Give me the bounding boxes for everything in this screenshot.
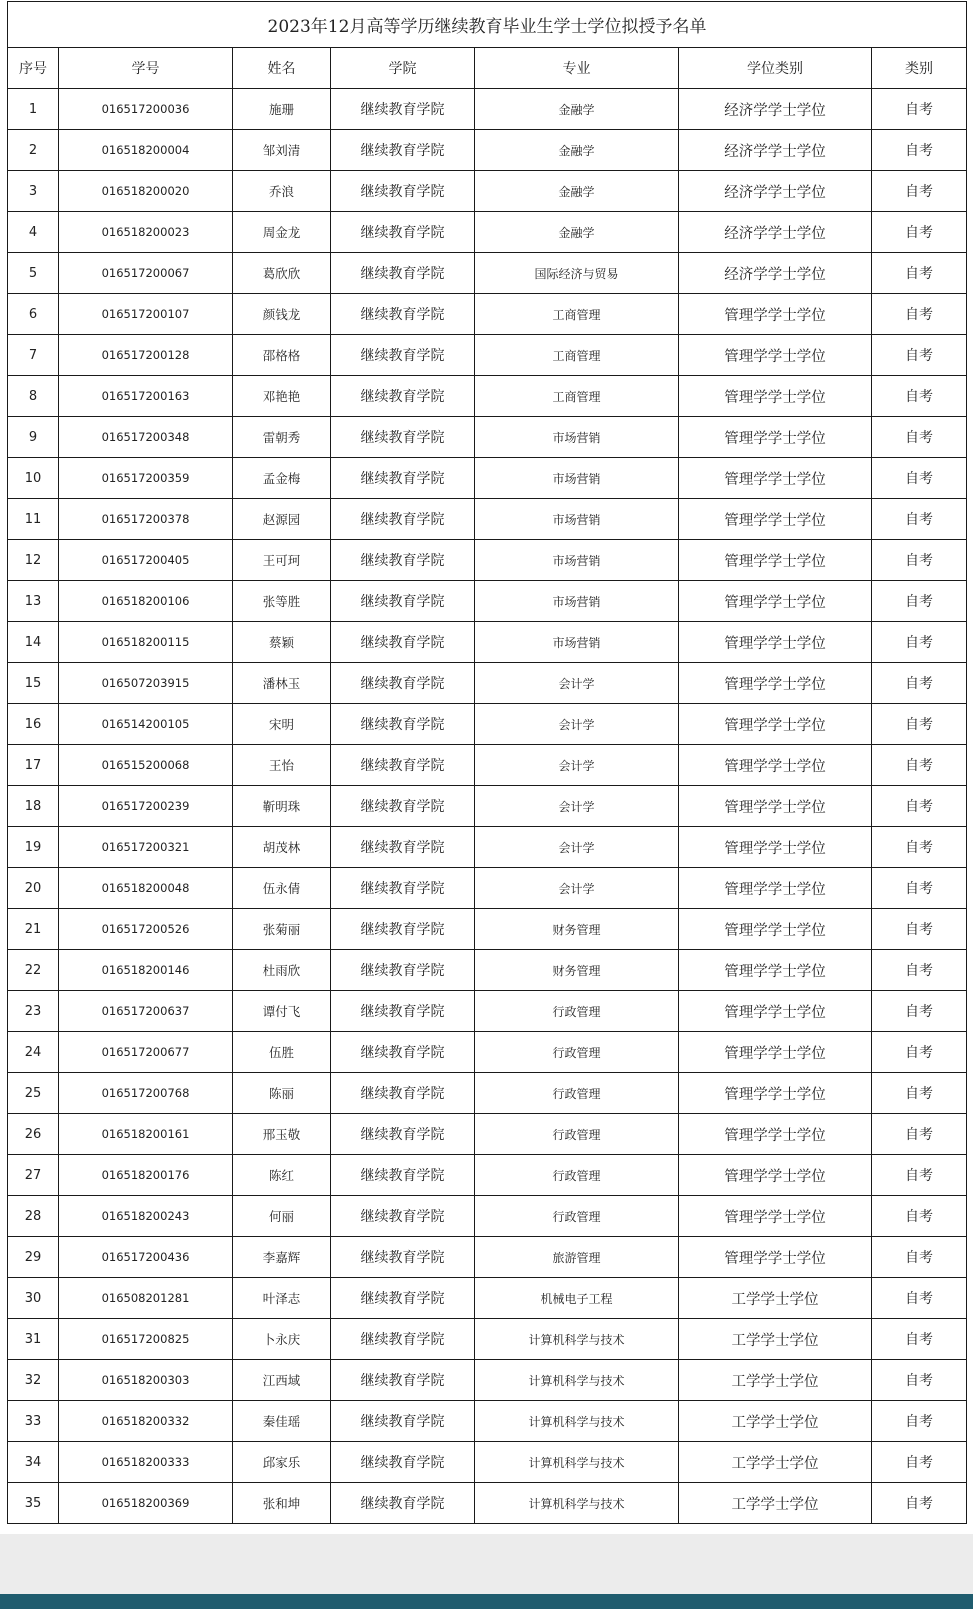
cell-major: 计算机科学与技术: [475, 1319, 679, 1360]
cell-name: 伍胜: [233, 1032, 331, 1073]
cell-name: 卜永庆: [233, 1319, 331, 1360]
cell-student-id: 016518200161: [59, 1114, 233, 1155]
cell-degree: 管理学学士学位: [679, 1196, 872, 1237]
cell-student-id: 016518200115: [59, 622, 233, 663]
cell-category: 自考: [872, 622, 967, 663]
cell-major: 国际经济与贸易: [475, 253, 679, 294]
cell-major: 市场营销: [475, 417, 679, 458]
cell-degree: 管理学学士学位: [679, 458, 872, 499]
cell-category: 自考: [872, 540, 967, 581]
cell-student-id: 016517200825: [59, 1319, 233, 1360]
cell-major: 会计学: [475, 786, 679, 827]
cell-degree: 经济学学士学位: [679, 212, 872, 253]
cell-no: 25: [8, 1073, 59, 1114]
cell-college: 继续教育学院: [331, 1237, 475, 1278]
cell-student-id: 016518200176: [59, 1155, 233, 1196]
cell-no: 2: [8, 130, 59, 171]
cell-student-id: 016518200146: [59, 950, 233, 991]
cell-category: 自考: [872, 745, 967, 786]
table-row: [8, 376, 967, 417]
cell-category: 自考: [872, 786, 967, 827]
table-row: [8, 991, 967, 1032]
cell-no: 34: [8, 1442, 59, 1483]
cell-college: 继续教育学院: [331, 991, 475, 1032]
cell-category: 自考: [872, 458, 967, 499]
cell-major: 计算机科学与技术: [475, 1401, 679, 1442]
cell-name: 伍永倩: [233, 868, 331, 909]
cell-student-id: 016518200020: [59, 171, 233, 212]
cell-major: 金融学: [475, 89, 679, 130]
cell-category: 自考: [872, 1114, 967, 1155]
cell-no: 30: [8, 1278, 59, 1319]
cell-student-id: 016517200677: [59, 1032, 233, 1073]
cell-major: 工商管理: [475, 335, 679, 376]
cell-college: 继续教育学院: [331, 376, 475, 417]
cell-student-id: 016517200378: [59, 499, 233, 540]
table-row: [8, 253, 967, 294]
header-student-id: 学号: [59, 48, 233, 89]
cell-major: 行政管理: [475, 1114, 679, 1155]
cell-no: 20: [8, 868, 59, 909]
cell-major: 金融学: [475, 130, 679, 171]
cell-name: 邹刘清: [233, 130, 331, 171]
table-row: [8, 540, 967, 581]
header-name: 姓名: [233, 48, 331, 89]
cell-student-id: 016514200105: [59, 704, 233, 745]
cell-college: 继续教育学院: [331, 417, 475, 458]
cell-college: 继续教育学院: [331, 1442, 475, 1483]
cell-college: 继续教育学院: [331, 1483, 475, 1524]
cell-name: 张等胜: [233, 581, 331, 622]
cell-degree: 工学学士学位: [679, 1401, 872, 1442]
cell-category: 自考: [872, 1360, 967, 1401]
cell-degree: 管理学学士学位: [679, 376, 872, 417]
table-row: [8, 745, 967, 786]
cell-degree: 管理学学士学位: [679, 1114, 872, 1155]
cell-college: 继续教育学院: [331, 212, 475, 253]
cell-name: 张和坤: [233, 1483, 331, 1524]
cell-college: 继续教育学院: [331, 1319, 475, 1360]
cell-degree: 工学学士学位: [679, 1278, 872, 1319]
cell-category: 自考: [872, 868, 967, 909]
table-row: [8, 1483, 967, 1524]
cell-category: 自考: [872, 1442, 967, 1483]
table-row: [8, 581, 967, 622]
cell-student-id: 016517200405: [59, 540, 233, 581]
table-row: [8, 171, 967, 212]
cell-degree: 管理学学士学位: [679, 909, 872, 950]
cell-no: 8: [8, 376, 59, 417]
cell-name: 胡茂林: [233, 827, 331, 868]
cell-name: 陈丽: [233, 1073, 331, 1114]
table-title: 2023年12月高等学历继续教育毕业生学士学位拟授予名单: [8, 2, 967, 48]
cell-no: 1: [8, 89, 59, 130]
cell-major: 计算机科学与技术: [475, 1483, 679, 1524]
cell-category: 自考: [872, 130, 967, 171]
cell-no: 6: [8, 294, 59, 335]
cell-student-id: 016518200303: [59, 1360, 233, 1401]
cell-no: 3: [8, 171, 59, 212]
cell-degree: 管理学学士学位: [679, 581, 872, 622]
title-row: [8, 2, 967, 48]
cell-category: 自考: [872, 171, 967, 212]
cell-category: 自考: [872, 294, 967, 335]
cell-college: 继续教育学院: [331, 171, 475, 212]
cell-category: 自考: [872, 1237, 967, 1278]
cell-no: 15: [8, 663, 59, 704]
cell-college: 继续教育学院: [331, 663, 475, 704]
cell-college: 继续教育学院: [331, 1278, 475, 1319]
cell-category: 自考: [872, 1032, 967, 1073]
cell-name: 李嘉辉: [233, 1237, 331, 1278]
cell-no: 35: [8, 1483, 59, 1524]
cell-degree: 管理学学士学位: [679, 663, 872, 704]
cell-name: 张菊丽: [233, 909, 331, 950]
cell-student-id: 016517200637: [59, 991, 233, 1032]
cell-major: 会计学: [475, 827, 679, 868]
cell-college: 继续教育学院: [331, 909, 475, 950]
cell-no: 12: [8, 540, 59, 581]
cell-category: 自考: [872, 335, 967, 376]
cell-name: 邵格格: [233, 335, 331, 376]
cell-student-id: 016518200243: [59, 1196, 233, 1237]
cell-no: 24: [8, 1032, 59, 1073]
cell-student-id: 016517200436: [59, 1237, 233, 1278]
cell-no: 19: [8, 827, 59, 868]
table-row: [8, 663, 967, 704]
cell-category: 自考: [872, 212, 967, 253]
cell-student-id: 016517200067: [59, 253, 233, 294]
cell-name: 施珊: [233, 89, 331, 130]
cell-college: 继续教育学院: [331, 335, 475, 376]
cell-degree: 工学学士学位: [679, 1483, 872, 1524]
cell-major: 行政管理: [475, 1196, 679, 1237]
roster-body: [8, 89, 967, 1524]
cell-name: 王可珂: [233, 540, 331, 581]
cell-category: 自考: [872, 827, 967, 868]
cell-no: 33: [8, 1401, 59, 1442]
cell-major: 会计学: [475, 663, 679, 704]
cell-college: 继续教育学院: [331, 130, 475, 171]
cell-college: 继续教育学院: [331, 294, 475, 335]
cell-major: 工商管理: [475, 294, 679, 335]
cell-no: 5: [8, 253, 59, 294]
cell-degree: 工学学士学位: [679, 1360, 872, 1401]
cell-category: 自考: [872, 1196, 967, 1237]
cell-major: 市场营销: [475, 499, 679, 540]
cell-student-id: 016518200048: [59, 868, 233, 909]
cell-name: 邢玉敬: [233, 1114, 331, 1155]
cell-category: 自考: [872, 663, 967, 704]
cell-student-id: 016518200023: [59, 212, 233, 253]
cell-no: 9: [8, 417, 59, 458]
table-row: [8, 417, 967, 458]
cell-major: 工商管理: [475, 376, 679, 417]
cell-major: 行政管理: [475, 991, 679, 1032]
cell-name: 何丽: [233, 1196, 331, 1237]
cell-no: 16: [8, 704, 59, 745]
cell-college: 继续教育学院: [331, 540, 475, 581]
table-row: [8, 1278, 967, 1319]
table-row: [8, 294, 967, 335]
cell-student-id: 016517200036: [59, 89, 233, 130]
table-row: [8, 827, 967, 868]
cell-college: 继续教育学院: [331, 1114, 475, 1155]
cell-no: 26: [8, 1114, 59, 1155]
header-degree: 学位类别: [679, 48, 872, 89]
cell-category: 自考: [872, 1278, 967, 1319]
cell-category: 自考: [872, 909, 967, 950]
cell-major: 市场营销: [475, 622, 679, 663]
cell-category: 自考: [872, 1401, 967, 1442]
cell-degree: 管理学学士学位: [679, 294, 872, 335]
cell-degree: 管理学学士学位: [679, 622, 872, 663]
cell-degree: 管理学学士学位: [679, 540, 872, 581]
table-row: [8, 704, 967, 745]
cell-name: 杜雨欣: [233, 950, 331, 991]
cell-name: 王怡: [233, 745, 331, 786]
cell-no: 14: [8, 622, 59, 663]
cell-student-id: 016517200768: [59, 1073, 233, 1114]
cell-major: 机械电子工程: [475, 1278, 679, 1319]
cell-category: 自考: [872, 704, 967, 745]
table-row: [8, 1196, 967, 1237]
cell-name: 葛欣欣: [233, 253, 331, 294]
cell-no: 17: [8, 745, 59, 786]
cell-degree: 工学学士学位: [679, 1319, 872, 1360]
cell-degree: 经济学学士学位: [679, 171, 872, 212]
cell-college: 继续教育学院: [331, 1155, 475, 1196]
cell-no: 28: [8, 1196, 59, 1237]
cell-name: 宋明: [233, 704, 331, 745]
cell-name: 陈红: [233, 1155, 331, 1196]
cell-major: 金融学: [475, 212, 679, 253]
cell-degree: 工学学士学位: [679, 1442, 872, 1483]
cell-name: 赵源园: [233, 499, 331, 540]
cell-degree: 管理学学士学位: [679, 950, 872, 991]
cell-category: 自考: [872, 1483, 967, 1524]
cell-name: 颜钱龙: [233, 294, 331, 335]
cell-major: 行政管理: [475, 1073, 679, 1114]
cell-no: 21: [8, 909, 59, 950]
cell-category: 自考: [872, 581, 967, 622]
cell-degree: 管理学学士学位: [679, 1155, 872, 1196]
cell-degree: 管理学学士学位: [679, 499, 872, 540]
cell-no: 10: [8, 458, 59, 499]
cell-student-id: 016517200163: [59, 376, 233, 417]
table-row: [8, 1114, 967, 1155]
cell-no: 31: [8, 1319, 59, 1360]
table-row: [8, 950, 967, 991]
cell-college: 继续教育学院: [331, 1196, 475, 1237]
cell-name: 周金龙: [233, 212, 331, 253]
table-row: [8, 499, 967, 540]
cell-degree: 管理学学士学位: [679, 704, 872, 745]
table-row: [8, 1319, 967, 1360]
cell-major: 计算机科学与技术: [475, 1360, 679, 1401]
cell-major: 会计学: [475, 868, 679, 909]
cell-degree: 管理学学士学位: [679, 868, 872, 909]
cell-degree: 管理学学士学位: [679, 1237, 872, 1278]
table-row: [8, 1155, 967, 1196]
cell-college: 继续教育学院: [331, 704, 475, 745]
cell-category: 自考: [872, 376, 967, 417]
table-row: [8, 212, 967, 253]
cell-name: 孟金梅: [233, 458, 331, 499]
cell-major: 会计学: [475, 704, 679, 745]
cell-major: 行政管理: [475, 1032, 679, 1073]
cell-student-id: 016517200526: [59, 909, 233, 950]
table-row: [8, 1237, 967, 1278]
cell-college: 继续教育学院: [331, 950, 475, 991]
header-college: 学院: [331, 48, 475, 89]
cell-student-id: 016517200107: [59, 294, 233, 335]
cell-college: 继续教育学院: [331, 745, 475, 786]
table-row: [8, 1401, 967, 1442]
cell-major: 计算机科学与技术: [475, 1442, 679, 1483]
cell-name: 雷朝秀: [233, 417, 331, 458]
cell-name: 邓艳艳: [233, 376, 331, 417]
cell-category: 自考: [872, 89, 967, 130]
cell-student-id: 016517200359: [59, 458, 233, 499]
cell-student-id: 016517200128: [59, 335, 233, 376]
cell-major: 金融学: [475, 171, 679, 212]
cell-major: 行政管理: [475, 1155, 679, 1196]
table-row: [8, 786, 967, 827]
cell-degree: 管理学学士学位: [679, 1073, 872, 1114]
cell-category: 自考: [872, 1155, 967, 1196]
degree-roster-table: [7, 1, 967, 1524]
cell-college: 继续教育学院: [331, 786, 475, 827]
cell-major: 市场营销: [475, 540, 679, 581]
cell-student-id: 016518200369: [59, 1483, 233, 1524]
cell-name: 潘林玉: [233, 663, 331, 704]
cell-college: 继续教育学院: [331, 1360, 475, 1401]
cell-category: 自考: [872, 253, 967, 294]
cell-college: 继续教育学院: [331, 253, 475, 294]
cell-student-id: 016517200321: [59, 827, 233, 868]
table-row: [8, 1032, 967, 1073]
cell-no: 4: [8, 212, 59, 253]
table-row: [8, 458, 967, 499]
cell-student-id: 016518200332: [59, 1401, 233, 1442]
cell-student-id: 016508201281: [59, 1278, 233, 1319]
cell-name: 蔡颖: [233, 622, 331, 663]
header-row: [8, 48, 967, 89]
table-row: [8, 622, 967, 663]
cell-major: 旅游管理: [475, 1237, 679, 1278]
table-row: [8, 1360, 967, 1401]
cell-category: 自考: [872, 1073, 967, 1114]
cell-name: 江西域: [233, 1360, 331, 1401]
cell-degree: 管理学学士学位: [679, 1032, 872, 1073]
cell-degree: 经济学学士学位: [679, 130, 872, 171]
cell-student-id: 016518200106: [59, 581, 233, 622]
header-no: 序号: [8, 48, 59, 89]
cell-college: 继续教育学院: [331, 1032, 475, 1073]
cell-category: 自考: [872, 417, 967, 458]
footer-bar: [0, 1594, 973, 1609]
cell-college: 继续教育学院: [331, 1073, 475, 1114]
cell-major: 市场营销: [475, 458, 679, 499]
cell-student-id: 016517200348: [59, 417, 233, 458]
cell-degree: 管理学学士学位: [679, 335, 872, 376]
cell-college: 继续教育学院: [331, 581, 475, 622]
cell-no: 27: [8, 1155, 59, 1196]
cell-category: 自考: [872, 950, 967, 991]
cell-college: 继续教育学院: [331, 1401, 475, 1442]
cell-category: 自考: [872, 991, 967, 1032]
cell-no: 7: [8, 335, 59, 376]
cell-college: 继续教育学院: [331, 622, 475, 663]
cell-category: 自考: [872, 1319, 967, 1360]
cell-student-id: 016507203915: [59, 663, 233, 704]
header-major: 专业: [475, 48, 679, 89]
cell-name: 叶泽志: [233, 1278, 331, 1319]
cell-degree: 管理学学士学位: [679, 417, 872, 458]
cell-no: 18: [8, 786, 59, 827]
header-category: 类别: [872, 48, 967, 89]
cell-no: 13: [8, 581, 59, 622]
cell-degree: 管理学学士学位: [679, 991, 872, 1032]
table-row: [8, 909, 967, 950]
cell-name: 乔浪: [233, 171, 331, 212]
table-row: [8, 130, 967, 171]
cell-college: 继续教育学院: [331, 89, 475, 130]
cell-student-id: 016517200239: [59, 786, 233, 827]
cell-category: 自考: [872, 499, 967, 540]
cell-major: 财务管理: [475, 909, 679, 950]
cell-student-id: 016518200333: [59, 1442, 233, 1483]
cell-major: 财务管理: [475, 950, 679, 991]
cell-name: 邱家乐: [233, 1442, 331, 1483]
cell-major: 会计学: [475, 745, 679, 786]
cell-college: 继续教育学院: [331, 499, 475, 540]
cell-degree: 经济学学士学位: [679, 253, 872, 294]
cell-major: 市场营销: [475, 581, 679, 622]
cell-college: 继续教育学院: [331, 827, 475, 868]
cell-college: 继续教育学院: [331, 458, 475, 499]
cell-college: 继续教育学院: [331, 868, 475, 909]
cell-degree: 管理学学士学位: [679, 827, 872, 868]
table-row: [8, 335, 967, 376]
cell-degree: 经济学学士学位: [679, 89, 872, 130]
cell-student-id: 016518200004: [59, 130, 233, 171]
cell-degree: 管理学学士学位: [679, 786, 872, 827]
cell-no: 22: [8, 950, 59, 991]
table-row: [8, 1442, 967, 1483]
cell-degree: 管理学学士学位: [679, 745, 872, 786]
table-row: [8, 1073, 967, 1114]
cell-no: 11: [8, 499, 59, 540]
table-row: [8, 89, 967, 130]
cell-no: 29: [8, 1237, 59, 1278]
table-row: [8, 868, 967, 909]
cell-no: 23: [8, 991, 59, 1032]
cell-name: 谭付飞: [233, 991, 331, 1032]
cell-name: 靳明珠: [233, 786, 331, 827]
cell-name: 秦佳瑶: [233, 1401, 331, 1442]
cell-student-id: 016515200068: [59, 745, 233, 786]
cell-no: 32: [8, 1360, 59, 1401]
